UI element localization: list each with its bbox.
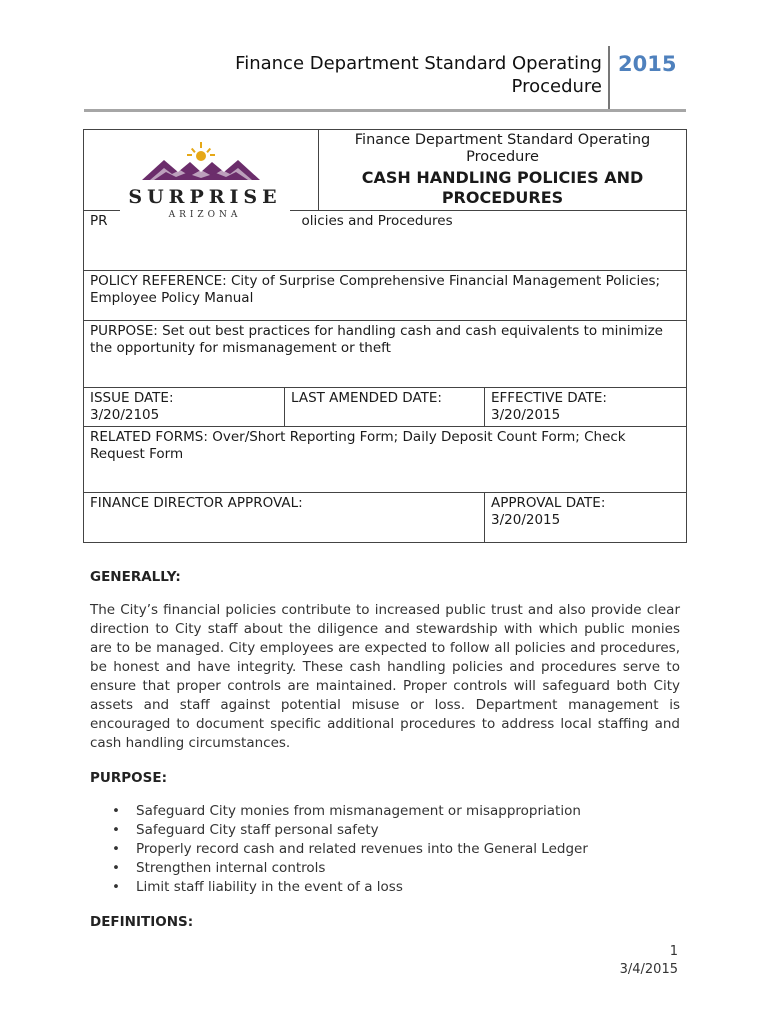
generally-paragraph: The City’s financial policies contribute to increased public trust and also provide clear direction to City staff about the diligence and stewardship with which public monies are to be managed. City employees are expected to follow all policies and procedures, be honest and have integrity. These cash handling policies and procedures serve to ensure that proper controls are maintained. Proper controls will safeguard both City assets and staff against potential misuse or loss. Department management is encouraged to document specific additional procedures to address local staffing and cash handling circumstances. (90, 602, 680, 751)
header-rule (84, 109, 686, 112)
list-item: • Properly record cash and related revenues into the General Ledger (90, 840, 680, 859)
issue-date-label: ISSUE DATE: (90, 390, 174, 406)
effective-date-label: EFFECTIVE DATE: (491, 390, 607, 406)
procedure-suffix: olicies and Procedures (301, 213, 453, 229)
mountain-sun-icon (120, 142, 290, 186)
approval-date-value: 3/20/2015 (491, 512, 561, 528)
generally-heading: GENERALLY: (90, 569, 181, 585)
form-title: CASH HANDLING POLICIES AND PROCEDURES (361, 168, 644, 207)
purpose-heading: PURPOSE: (90, 770, 167, 786)
header-divider (608, 46, 610, 110)
issue-date-cell (84, 388, 285, 427)
page-header (84, 46, 686, 110)
logo-wordmark: SURPRISE (128, 186, 282, 208)
purpose-list (90, 802, 680, 897)
header-title: Finance Department Standard Operating Procedure (235, 53, 602, 97)
header-year: 2015 (618, 52, 677, 76)
effective-date-cell (485, 388, 687, 427)
approval-date-cell (485, 493, 687, 543)
purpose-row: PURPOSE: Set out best practices for handling cash and cash equivalents to minimize the opportunity for mismanagement or theft (84, 321, 687, 388)
last-amended-cell (285, 388, 485, 427)
list-item: • Safeguard City staff personal safety (90, 821, 680, 840)
list-item: • Limit staff liability in the event of a loss (90, 878, 680, 897)
footer-date: 3/4/2015 (619, 962, 678, 977)
logo-state: ARIZONA (168, 210, 242, 220)
approval-date-label: APPROVAL DATE: (491, 495, 606, 511)
page-number: 1 (669, 944, 678, 959)
list-item: • Safeguard City monies from mismanagement or misappropriation (90, 802, 680, 821)
policy-reference-row: POLICY REFERENCE: City of Surprise Comprehensive Financial Management Policies; Employee Policy Manual (84, 271, 687, 321)
issue-date-value: 3/20/2105 (90, 407, 160, 423)
form-department: Finance Department Standard Operating Procedure (354, 132, 651, 165)
form-title-cell (319, 130, 687, 211)
related-forms-row: RELATED FORMS: Over/Short Reporting Form; Daily Deposit Count Form; Check Request Form (84, 427, 687, 493)
procedure-prefix: PR (90, 213, 108, 229)
definitions-heading: DEFINITIONS: (90, 914, 194, 930)
effective-date-value: 3/20/2015 (491, 407, 561, 423)
last-amended-label: LAST AMENDED DATE: (291, 390, 442, 406)
surprise-arizona-logo (120, 142, 290, 222)
list-item: • Strengthen internal controls (90, 859, 680, 878)
document-body (90, 568, 680, 946)
director-approval-cell: FINANCE DIRECTOR APPROVAL: (84, 493, 485, 543)
